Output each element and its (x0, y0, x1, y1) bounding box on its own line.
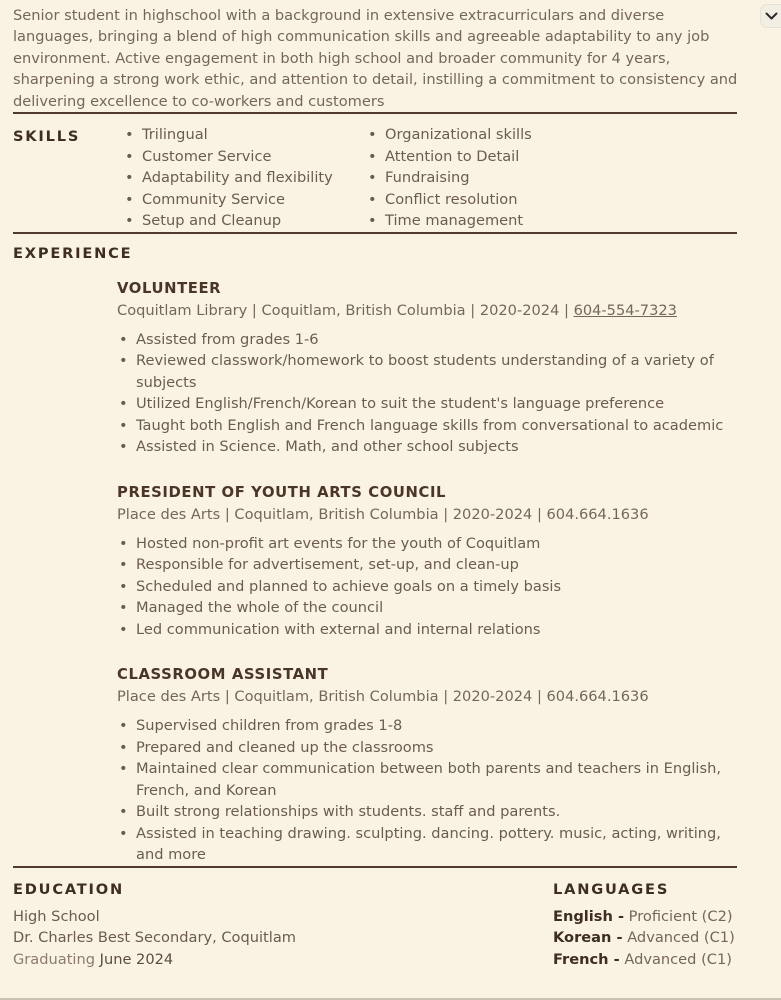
skill-item: • Conflict resolution (366, 189, 532, 211)
education-graduation (13, 949, 553, 971)
education-school: Dr. Charles Best Secondary, Coquitlam (13, 929, 296, 947)
language-name: English - (553, 907, 625, 925)
language-level: Advanced (C1) (619, 950, 732, 968)
skill-item: • Organizational skills (366, 124, 532, 146)
education-heading: EDUCATION (13, 880, 125, 898)
job-bullet: • Managed the whole of the council (117, 597, 737, 619)
job-bullet: • Maintained clear communication between both parents and teachers in English, French, and Korean (117, 758, 737, 801)
job-bullet: • Utilized English/French/Korean to suit the student's language preference (117, 393, 737, 415)
profile-summary: Senior student in highschool with a background in extensive extracurriculars and diverse languages, bringing a blend of high communication skills and agreeable adaptability to any job environment. Active engagement in both high school and broader community for 4 years, sharpening a strong work ethic, and attention to detail, instilling a commitment to consistency and delivering excellence to co-workers and customers (13, 7, 738, 110)
skills-list-column-1 (123, 124, 366, 232)
bottom-section (13, 881, 751, 971)
job-bullet-list (117, 533, 737, 641)
job-bullet: • Hosted non-profit art events for the youth of Coquitlam (117, 533, 737, 555)
skills-list-column-2 (366, 124, 532, 232)
job-bullet: • Responsible for advertisement, set-up, and clean-up (117, 554, 737, 576)
phone-link[interactable]: 604-554-7323 (573, 301, 677, 319)
language-name: Korean - (553, 929, 623, 947)
job-title: VOLUNTEER (117, 279, 222, 297)
section-divider (13, 866, 737, 868)
skills-heading: SKILLS (13, 128, 81, 146)
job-meta: Place des Arts | Coquitlam, British Columbia | 2020-2024 | 604.664.1636 (117, 688, 649, 706)
language-item (553, 927, 735, 949)
experience-entry-volunteer (117, 279, 737, 458)
languages-heading: LANGUAGES (553, 880, 670, 898)
job-title: CLASSROOM ASSISTANT (117, 666, 329, 684)
skill-item: • Setup and Cleanup (123, 210, 366, 232)
skill-item: • Customer Service (123, 146, 366, 168)
experience-entry-president (117, 483, 737, 641)
job-bullet: • Scheduled and planned to achieve goals on a timely basis (117, 576, 737, 598)
skill-item: • Community Service (123, 189, 366, 211)
job-bullet: • Assisted in Science. Math, and other school subjects (117, 436, 737, 458)
job-bullet-list (117, 715, 737, 866)
skill-item: • Fundraising (366, 167, 532, 189)
chevron-down-icon (765, 12, 778, 21)
graduation-date: June 2024 (99, 950, 174, 968)
language-item (553, 949, 735, 971)
experience-entry-classroom-assistant (117, 665, 737, 866)
job-bullet: • Taught both English and French language skills from conversational to academic (117, 415, 737, 437)
experience-section (13, 245, 751, 866)
job-bullet-list (117, 329, 737, 458)
job-bullet: • Reviewed classwork/homework to boost students understanding of a variety of subjects (117, 350, 737, 393)
job-bullet: • Supervised children from grades 1-8 (117, 715, 737, 737)
education-degree: High School (13, 907, 100, 925)
experience-heading: EXPERIENCE (13, 244, 133, 262)
job-meta: Place des Arts | Coquitlam, British Columbia | 2020-2024 | 604.664.1636 (117, 505, 649, 523)
language-level: Proficient (C2) (624, 907, 733, 925)
job-meta (117, 300, 737, 321)
skill-item: • Trilingual (123, 124, 366, 146)
job-meta-text: Coquitlam Library | Coquitlam, British Columbia | 2020-2024 | (117, 301, 574, 319)
language-level: Advanced (C1) (622, 929, 735, 947)
education-section (13, 881, 553, 971)
languages-section (553, 881, 735, 971)
skill-item: • Time management (366, 210, 532, 232)
job-bullet: • Led communication with external and internal relations (117, 619, 737, 641)
job-bullet: • Prepared and cleaned up the classrooms (117, 737, 737, 759)
skill-item: • Attention to Detail (366, 146, 532, 168)
section-divider (13, 112, 737, 114)
language-name: French - (553, 950, 620, 968)
job-title: PRESIDENT OF YOUTH ARTS COUNCIL (117, 483, 447, 501)
skill-item: • Adaptability and flexibility (123, 167, 366, 189)
job-bullet: • Assisted in teaching drawing. sculpting. dancing. pottery. music, acting, writing, and more (117, 823, 737, 866)
job-bullet: • Assisted from grades 1-6 (117, 329, 737, 351)
language-item (553, 906, 735, 928)
job-bullet: • Built strong relationships with students. staff and parents. (117, 801, 737, 823)
section-divider (13, 232, 737, 234)
graduation-label: Graduating (13, 950, 100, 968)
chevron-down-button[interactable] (760, 4, 781, 28)
skills-section (13, 124, 751, 232)
